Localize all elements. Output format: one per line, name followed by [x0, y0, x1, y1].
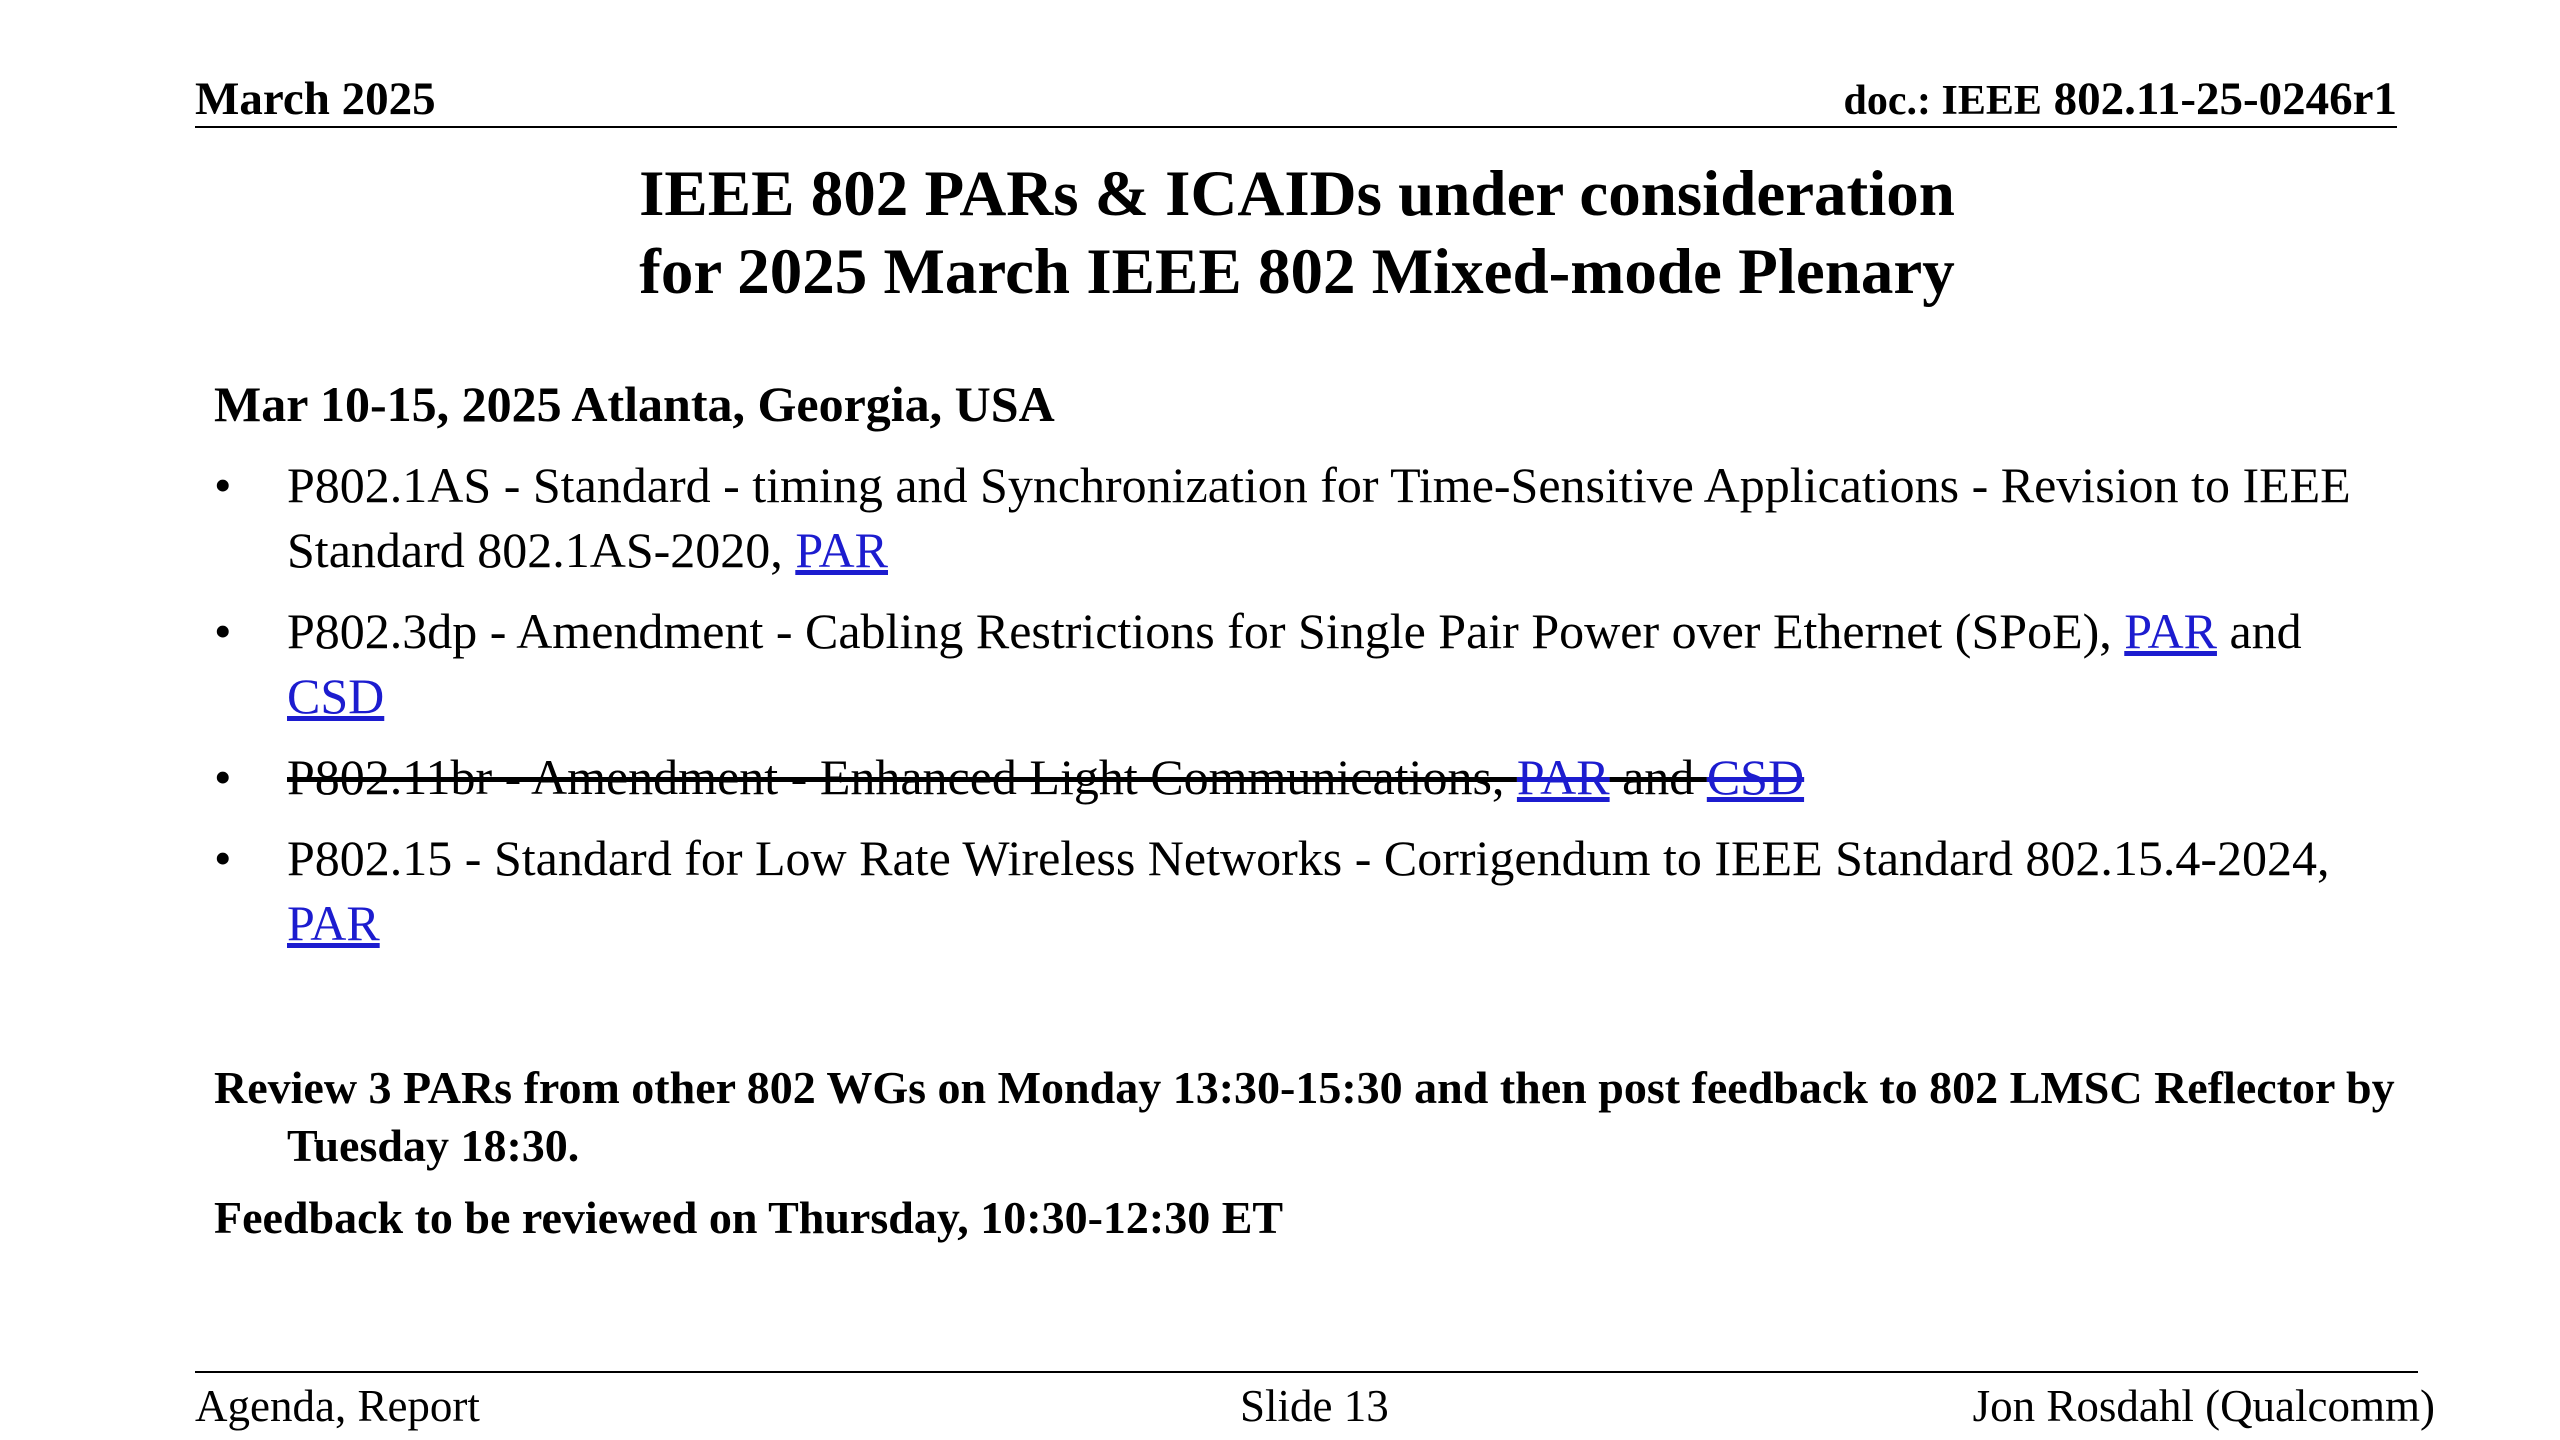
and-text: and: [2216, 603, 2302, 659]
and-text: and: [1609, 749, 1707, 805]
header-divider: [195, 126, 2397, 128]
csd-link[interactable]: CSD: [1706, 749, 1805, 805]
par-list: [214, 453, 2410, 972]
feedback-schedule: Feedback to be reviewed on Thursday, 10:30-12:30 ET: [214, 1192, 1284, 1243]
slide-title: [0, 155, 2560, 311]
par-item-text: P802.3dp - Amendment - Cabling Restrictions for Single Pair Power over Ethernet (SPoE),: [287, 603, 2125, 659]
bullet-marker: •: [214, 749, 232, 805]
par-link[interactable]: PAR: [795, 522, 888, 578]
header-doc-prefix: doc.: IEEE: [1843, 78, 2042, 124]
review-instructions: Review 3 PARs from other 802 WGs on Monday 13:30-15:30 and then post feedback to 802 LMSC Reflector by Tuesday 18:30.: [214, 1062, 2395, 1171]
par-item-p802-1as: [214, 453, 2410, 583]
footer-section-label: Agenda, Report: [195, 1381, 480, 1431]
par-item-p802-11br-struck: [214, 745, 2410, 810]
bullet-marker: •: [214, 830, 232, 886]
bullet-marker: •: [214, 457, 232, 513]
par-link[interactable]: PAR: [1516, 749, 1610, 805]
footer-divider: [195, 1371, 2418, 1373]
slide-title-line2: for 2025 March IEEE 802 Mixed-mode Plenary: [639, 236, 1955, 308]
header-doc-number: 802.11-25-0246r1: [2053, 73, 2397, 125]
footer-author: Jon Rosdahl (Qualcomm): [1972, 1381, 2435, 1431]
slide-number: Slide 13: [1240, 1381, 1389, 1431]
slide-title-line1: IEEE 802 PARs & ICAIDs under consideration: [639, 158, 1955, 230]
bullet-marker: •: [214, 603, 232, 659]
par-item-text: P802.11br - Amendment - Enhanced Light Communications,: [287, 749, 1517, 805]
par-item-text: P802.1AS - Standard - timing and Synchronization for Time-Sensitive Applications - Revision to IEEE Standard 802.1AS-2020,: [287, 457, 2351, 578]
par-link[interactable]: PAR: [287, 895, 380, 951]
par-item-p802-3dp: [214, 599, 2410, 729]
csd-link[interactable]: CSD: [287, 668, 385, 724]
par-link[interactable]: PAR: [2124, 603, 2217, 659]
header-date: March 2025: [195, 73, 436, 125]
header-doc-id: [1844, 72, 2397, 126]
meeting-location-heading: Mar 10-15, 2025 Atlanta, Georgia, USA: [214, 376, 1055, 432]
par-item-p802-15: [214, 826, 2410, 956]
par-item-text: P802.15 - Standard for Low Rate Wireless Networks - Corrigendum to IEEE Standard 802.15.4-2024,: [287, 830, 2330, 886]
